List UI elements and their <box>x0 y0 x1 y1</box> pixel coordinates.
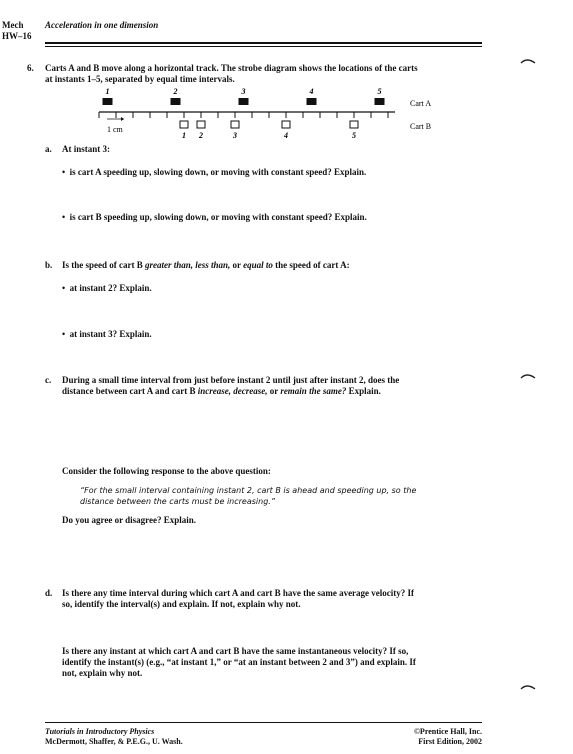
cart-a-instant-label: 3 <box>241 87 246 96</box>
cart-b-marker <box>197 121 205 128</box>
part-c-line2-ital: increase, decrease, <box>197 386 268 396</box>
cart-b-marker <box>231 121 239 128</box>
course-name: Mech <box>2 20 24 30</box>
header-rule-thin <box>45 46 482 47</box>
part-b-bullet-1: • at instant 2? Explain. <box>62 283 152 293</box>
cart-a-instant-label: 4 <box>309 87 314 96</box>
cart-a-marker <box>171 98 181 105</box>
homework-number: HW–16 <box>2 31 32 41</box>
part-c-line2-mid: or <box>267 386 281 396</box>
scale-bar <box>107 117 124 134</box>
footer-publisher: ©Prentice Hall, Inc. <box>413 727 482 736</box>
margin-mark-icon <box>520 372 536 380</box>
cart-a-instant-label: 2 <box>173 87 178 96</box>
cart-b-label: Cart B <box>410 122 432 131</box>
cart-b-marker <box>180 121 188 128</box>
part-b-q-ital2: equal to <box>243 260 273 270</box>
part-d-question-2 <box>62 646 482 679</box>
cart-a-marker <box>103 98 113 105</box>
part-c-consider: Consider the following response to the above question: <box>62 466 271 476</box>
problem-text-line2: at instants 1–5, separated by equal time intervals. <box>45 74 235 84</box>
part-a-label: a. <box>45 144 52 154</box>
problem-statement <box>45 63 485 85</box>
part-d-line2: so, identify the interval(s) and explain. If not, explain why not. <box>62 599 301 609</box>
cart-b-instant-label: 1 <box>182 131 186 140</box>
part-c-line2-post: Explain. <box>346 386 381 396</box>
part-b-question-instant-3: at instant 3? Explain. <box>69 329 152 339</box>
footer-right <box>380 727 482 747</box>
scale-label: 1 cm <box>107 125 123 134</box>
student-response <box>80 485 480 507</box>
part-a-intro: At instant 3: <box>62 144 111 154</box>
part-b-bullet-2: • at instant 3? Explain. <box>62 329 152 339</box>
part-b-q-pre: Is the speed of cart B <box>62 260 145 270</box>
part-d-question-1 <box>62 588 482 610</box>
part-c-agree: Do you agree or disagree? Explain. <box>62 515 197 525</box>
part-c-line2-ital2: remain the same? <box>280 386 347 396</box>
course-code <box>2 20 32 42</box>
part-b-question-instant-2: at instant 2? Explain. <box>69 283 152 293</box>
part-d-label: d. <box>45 588 53 598</box>
cart-a-label: Cart A <box>410 99 432 108</box>
part-d-line4: identify the instant(s) (e.g., “at instant 1,” or “at an instant between 2 and 3”) and explain. If <box>62 657 416 667</box>
part-b-question <box>62 260 350 271</box>
strobe-diagram <box>95 86 455 144</box>
cart-a-marker <box>307 98 317 105</box>
part-a-question-cart-a: is cart A speeding up, slowing down, or moving with constant speed? Explain. <box>69 167 367 177</box>
part-c-line1: During a small time interval from just before instant 2 until just after instant 2, does the <box>62 375 400 385</box>
cart-b-instant-label: 5 <box>352 131 356 140</box>
problem-number: 6. <box>27 63 34 73</box>
cart-a-instant-label: 5 <box>377 87 382 96</box>
part-b-q-mid: or <box>230 260 244 270</box>
footer-rule <box>45 722 482 723</box>
part-d-line1: Is there any time interval during which cart A and cart B have the same average velocity? If <box>62 588 415 598</box>
margin-mark-icon <box>520 683 536 691</box>
footer-authors: McDermott, Shaffer, & P.E.G., U. Wash. <box>45 737 183 746</box>
cart-b-marker <box>282 121 290 128</box>
part-c-label: c. <box>45 375 52 385</box>
header-rule-thick <box>45 42 482 44</box>
cart-b-marker <box>350 121 358 128</box>
footer-left <box>45 727 183 747</box>
part-a-bullet-2: • is cart B speeding up, slowing down, or moving with constant speed? Explain. <box>62 212 367 222</box>
cart-a-instant-label: 1 <box>105 87 110 96</box>
part-a-question-cart-b: is cart B speeding up, slowing down, or moving with constant speed? Explain. <box>69 212 367 222</box>
part-b-q-post: the speed of cart A: <box>272 260 350 270</box>
student-response-line2: distance between the carts must be increasing.” <box>80 497 275 506</box>
part-c-line2-pre: distance between cart A and cart B <box>62 386 198 396</box>
part-b-label: b. <box>45 260 53 270</box>
part-c-line2 <box>62 386 482 397</box>
page-title: Acceleration in one dimension <box>45 20 159 30</box>
cart-b-instant-label: 2 <box>199 131 203 140</box>
part-d-line3: Is there any instant at which cart A and cart B have the same instantaneous velocity? If so, <box>62 646 409 656</box>
part-a-bullet-1: • is cart A speeding up, slowing down, or moving with constant speed? Explain. <box>62 167 367 177</box>
cart-b-instant-label: 4 <box>284 131 288 140</box>
cart-b-instant-label: 3 <box>233 131 237 140</box>
footer-edition: First Edition, 2002 <box>418 737 482 746</box>
part-b-q-ital: greater than, less than, <box>145 260 231 270</box>
margin-mark-icon <box>520 57 536 65</box>
problem-text-line1: Carts A and B move along a horizontal track. The strobe diagram shows the locations of the carts <box>45 63 418 73</box>
cart-a-marker <box>375 98 385 105</box>
footer-book-title: Tutorials in Introductory Physics <box>45 727 155 736</box>
student-response-line1: “For the small interval containing instant 2, cart B is ahead and speeding up, so the <box>80 486 417 495</box>
part-c-question <box>62 375 482 397</box>
part-d-line5: not, explain why not. <box>62 668 143 678</box>
cart-a-marker <box>239 98 249 105</box>
